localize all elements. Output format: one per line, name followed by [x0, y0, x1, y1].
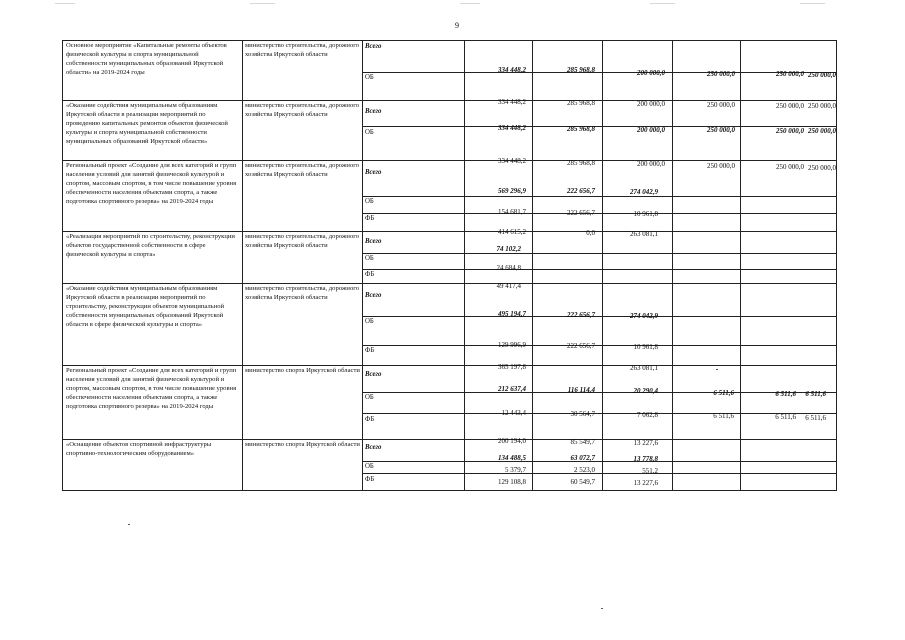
value-cell: 200 000,0 [637, 100, 665, 108]
type-fb-label: ФБ [365, 416, 375, 423]
value-cell: 85 549,7 [570, 438, 595, 446]
value-cell: 6 511,6 [713, 389, 734, 397]
table-border-bottom [62, 490, 837, 491]
value-cell: 250 000,0 [707, 126, 735, 134]
sub-row-sep [362, 196, 837, 197]
value-cell: 212 637,4 [498, 385, 526, 393]
scan-speck [716, 369, 718, 370]
row-description: Основное мероприятие «Капитальные ремонты объектов физической культуры и спорта муниципальной собственности муниципальных образований Иркутской области» на 2019-2024 годы [66, 42, 227, 76]
value-cell: 13 227,6 [633, 479, 658, 487]
value-cell: 10 961,8 [633, 210, 658, 218]
type-total-label: Всего [365, 108, 382, 115]
row-agency: министерство строительства, дорожного хозяйства Иркутской области [245, 285, 360, 301]
value-cell: 365 197,8 [498, 363, 526, 371]
value-cell: 200 000,0 [637, 126, 665, 134]
value-cell: 250 000,0 [776, 163, 804, 171]
value-cell: 129 996,9 [498, 341, 526, 349]
value-cell: 49 417,4 [496, 282, 521, 290]
value-cell: 250 000,0 [808, 102, 836, 110]
value-cell: 129 108,8 [498, 478, 526, 486]
value-cell: 250 000,0 [707, 70, 735, 78]
value-cell: 250 000,0 [776, 127, 804, 135]
row-agency: министерство строительства, дорожного хозяйства Иркутской области [245, 102, 360, 118]
row-description: «Оснащение объектов спортивной инфраструктуры спортивно-технологическим оборудованием» [66, 441, 212, 457]
value-cell: 274 042,9 [630, 312, 658, 320]
row-agency: министерство строительства, дорожного хозяйства Иркутской области [245, 42, 360, 58]
type-fb-label: ФБ [365, 476, 375, 483]
value-cell: 6 511,6 [805, 414, 826, 422]
page-number: 9 [455, 21, 459, 30]
value-cell: 6 511,6 [805, 390, 826, 398]
value-cell: 200 000,0 [637, 69, 665, 77]
type-total-label: Всего [365, 444, 382, 451]
value-cell: 250 000,0 [707, 162, 735, 170]
row-agency: министерство строительства, дорожного хозяйства Иркутской области [245, 162, 360, 178]
value-cell: 414 615,2 [498, 228, 526, 236]
value-cell: 250 000,0 [707, 101, 735, 109]
value-cell: 274 042,9 [630, 188, 658, 196]
type-total-label: Всего [365, 292, 382, 299]
value-cell: 5 379,7 [505, 466, 526, 474]
value-cell: 0,0 [586, 229, 595, 237]
value-cell: 134 488,5 [498, 454, 526, 462]
row-description: «Оказание содействия муниципальным образованиям Иркутской области в реализации мероприятий по проведению капитальных ремонтов объектов физической культуры и спорта муниципальной собственности муниципальных образований Иркутской области» [66, 102, 228, 145]
row-description: Региональный проект «Создание для всех категорий и групп населения условий для занятий физической культурой и спортом, массовым спортом, в том числе повышение уровня обеспеченности населения объектами спорта, а также подготовка спортивного резерва» на 2019-2024 годы [66, 162, 237, 205]
value-cell: 222 656,7 [567, 342, 595, 350]
scan-speck [601, 608, 603, 609]
type-fb-label: ФБ [365, 215, 375, 222]
value-cell: 74 102,2 [496, 245, 521, 253]
value-cell: 6 511,6 [775, 390, 796, 398]
value-cell: 222 656,7 [567, 209, 595, 217]
value-cell: 10 961,8 [633, 343, 658, 351]
col-sep [362, 40, 363, 490]
type-fb-label: ФБ [365, 347, 375, 354]
type-ob-label: ОБ [365, 129, 374, 136]
value-cell: 263 081,1 [630, 230, 658, 238]
value-cell: 250 000,0 [808, 71, 836, 79]
type-total-label: Всего [365, 371, 382, 378]
type-ob-label: ОБ [365, 74, 374, 81]
value-cell: 250 000,0 [776, 102, 804, 110]
value-cell: 6 511,6 [775, 413, 796, 421]
value-cell: 20 290,4 [633, 387, 658, 395]
value-cell: 250 000,0 [808, 127, 836, 135]
value-cell: 263 081,1 [630, 364, 658, 372]
sub-row-sep [362, 269, 837, 270]
row-description: Региональный проект «Создание для всех категорий и групп населения условий для занятий физической культурой и спортом, массовым спортом, в том числе повышение уровня обеспеченности населения объектами спорта, а также подготовка спортивного резерва» на 2019-2024 годы [66, 367, 237, 410]
value-cell: 334 448,2 [498, 124, 526, 132]
value-cell: 334 448,2 [498, 157, 526, 165]
scan-speck [128, 524, 130, 525]
row-description: «Реализация мероприятий по строительству, реконструкции объектов государственной собственности в сфере физической культуры и спорта» [66, 233, 235, 258]
row-agency: министерство строительства, дорожного хозяйства Иркутской области [245, 233, 360, 249]
value-cell: 12 443,4 [501, 409, 526, 417]
value-cell: 334 448,2 [498, 66, 526, 74]
value-cell: 285 968,8 [567, 66, 595, 74]
type-total-label: Всего [365, 238, 382, 245]
value-cell: 116 114,4 [567, 386, 595, 394]
value-cell: 30 564,7 [570, 410, 595, 418]
value-cell: 63 072,7 [570, 454, 595, 462]
value-cell: 60 549,7 [570, 478, 595, 486]
value-cell: 7 062,8 [637, 411, 658, 419]
value-cell: 250 000,0 [808, 164, 836, 172]
col-sep [532, 40, 533, 490]
row-agency: министерство спорта Иркутской области [245, 367, 360, 374]
type-ob-label: ОБ [365, 318, 374, 325]
type-ob-label: ОБ [365, 255, 374, 262]
value-cell: 24 684,8 [496, 264, 521, 272]
type-fb-label: ФБ [365, 271, 375, 278]
value-cell: 569 296,9 [498, 187, 526, 195]
value-cell: 222 656,7 [567, 187, 595, 195]
value-cell: 285 968,8 [567, 159, 595, 167]
type-total-label: Всего [365, 169, 382, 176]
value-cell: 250 000,0 [776, 70, 804, 78]
type-ob-label: ОБ [365, 394, 374, 401]
value-cell: 495 194,7 [498, 310, 526, 318]
value-cell: 551,2 [642, 467, 658, 475]
value-cell: 222 656,7 [567, 311, 595, 319]
value-cell: 285 968,8 [567, 99, 595, 107]
row-agency: министерство спорта Иркутской области [245, 441, 360, 448]
value-cell: 200 194,0 [498, 437, 526, 445]
type-ob-label: ОБ [365, 198, 374, 205]
type-total-label: Всего [365, 43, 382, 50]
value-cell: 13 227,6 [633, 439, 658, 447]
type-ob-label: ОБ [365, 463, 374, 470]
value-cell: 6 511,6 [713, 412, 734, 420]
value-cell: 285 968,8 [567, 125, 595, 133]
value-cell: 13 778,8 [633, 455, 658, 463]
value-cell: 2 523,0 [574, 466, 595, 474]
value-cell: 154 681,7 [498, 208, 526, 216]
value-cell: 200 000,0 [637, 160, 665, 168]
row-description: «Оказание содействия муниципальным образованиям Иркутской области в реализации мероприятий по строительству, реконструкции объектов муниципальной собственности муниципальных образований Иркутской области в сфере физической культуры и спорта» [66, 285, 225, 328]
table-border-right [836, 40, 837, 490]
sub-row-sep [362, 253, 837, 254]
value-cell: 334 448,2 [498, 98, 526, 106]
